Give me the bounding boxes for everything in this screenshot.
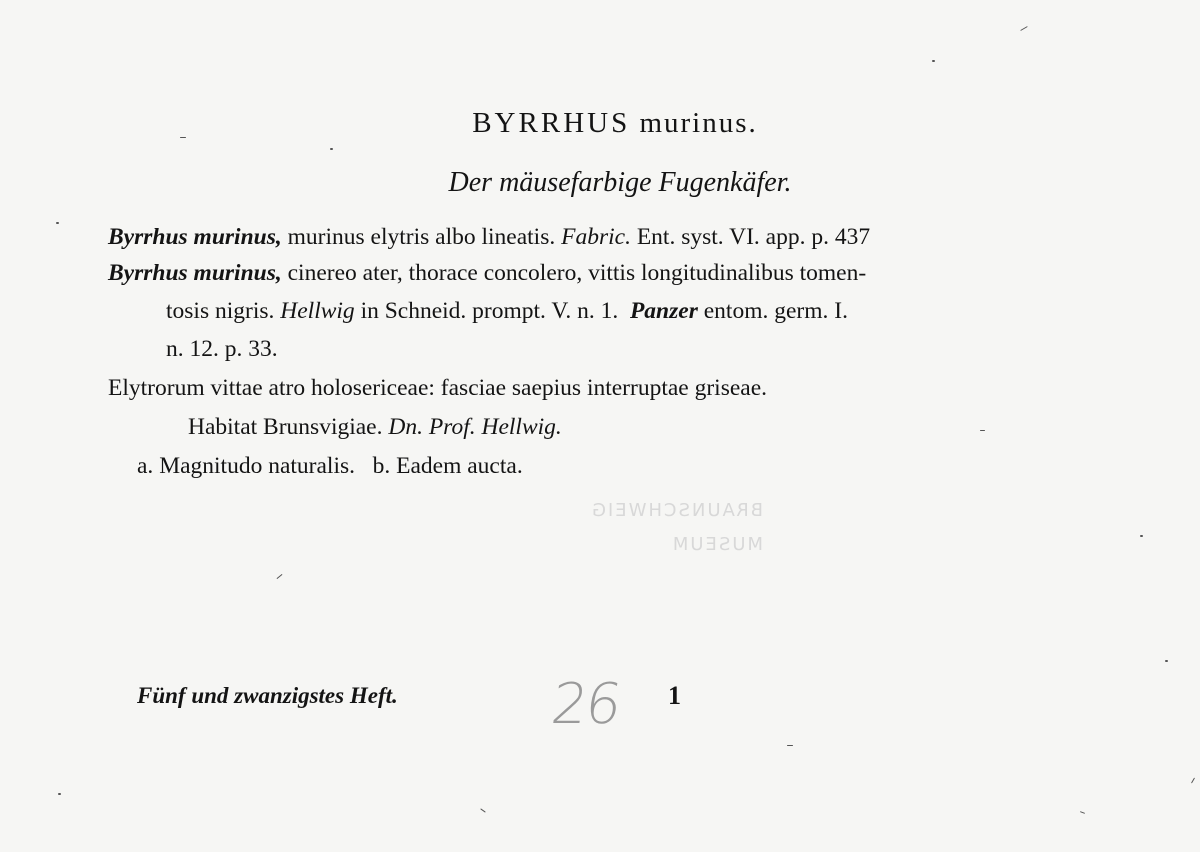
synonym-name: Byrrhus murinus,: [108, 224, 282, 250]
synonym-text: tosis nigris.: [166, 298, 275, 324]
paper-speck: [1191, 778, 1195, 784]
paper-speck: [1140, 535, 1143, 537]
description: Elytrorum vittae atro holosericeae: fasciae saepius interruptae griseae.: [108, 375, 768, 401]
reference: entom. germ. I.: [703, 298, 848, 324]
paper-speck: [1020, 26, 1027, 31]
figure-b-label: b.: [372, 453, 391, 479]
paper-speck: [276, 574, 282, 579]
figure-a-text: Magnitudo naturalis.: [159, 453, 355, 479]
reference: in Schneid. prompt. V. n. 1.: [360, 298, 619, 324]
habitat-collector: Dn. Prof. Hellwig.: [388, 414, 562, 440]
synonym-text: murinus elytris albo lineatis.: [287, 224, 556, 250]
synonym-hellwig: [108, 262, 866, 286]
paper-speck: [330, 148, 333, 150]
genus-name: BYRRHUS: [472, 107, 631, 139]
paper-speck: [480, 808, 485, 812]
stamp-line: MUSEUM: [670, 534, 764, 556]
author-fabricius: Fabric.: [561, 224, 631, 250]
paper-speck: [58, 793, 61, 795]
issue-footer: Fünf und zwanzigstes Heft.: [137, 683, 398, 708]
synonym-fabricius: [108, 226, 870, 250]
handwritten-number: 26: [547, 672, 624, 737]
paper-speck: [932, 60, 935, 62]
bleedthrough-stamp: [590, 494, 763, 562]
paper-speck: [980, 430, 985, 431]
stamp-line: BRAUNSCHWEIG: [590, 500, 764, 521]
author-panzer: Panzer: [629, 298, 698, 324]
species-name: murinus.: [639, 107, 758, 139]
page-number: 1: [668, 681, 681, 710]
habitat: [188, 416, 562, 440]
reference-continued: n. 12. p. 33.: [166, 336, 278, 362]
paper-speck: [787, 745, 793, 746]
page-title: [0, 107, 1200, 140]
synonym-name: Byrrhus murinus,: [108, 260, 282, 286]
reference: Ent. syst. VI. app. p. 437: [636, 224, 871, 250]
paper-speck: [56, 222, 59, 224]
german-common-name: Der mäusefarbige Fugenkäfer.: [448, 167, 792, 198]
paper-speck: [180, 137, 186, 138]
synonym-text: cinereo ater, thorace concolero, vittis longitudinalibus tomen-: [287, 260, 867, 286]
habitat-text: Habitat Brunsvigiae.: [188, 414, 383, 440]
figure-a-label: a.: [137, 453, 154, 479]
figure-legend: [137, 455, 523, 479]
paper-speck: [1165, 660, 1168, 662]
paper-speck: [1080, 811, 1085, 814]
figure-b-text: Eadem aucta.: [396, 453, 523, 479]
synonym-hellwig-continued: [166, 300, 848, 324]
author-hellwig: Hellwig: [280, 298, 355, 324]
